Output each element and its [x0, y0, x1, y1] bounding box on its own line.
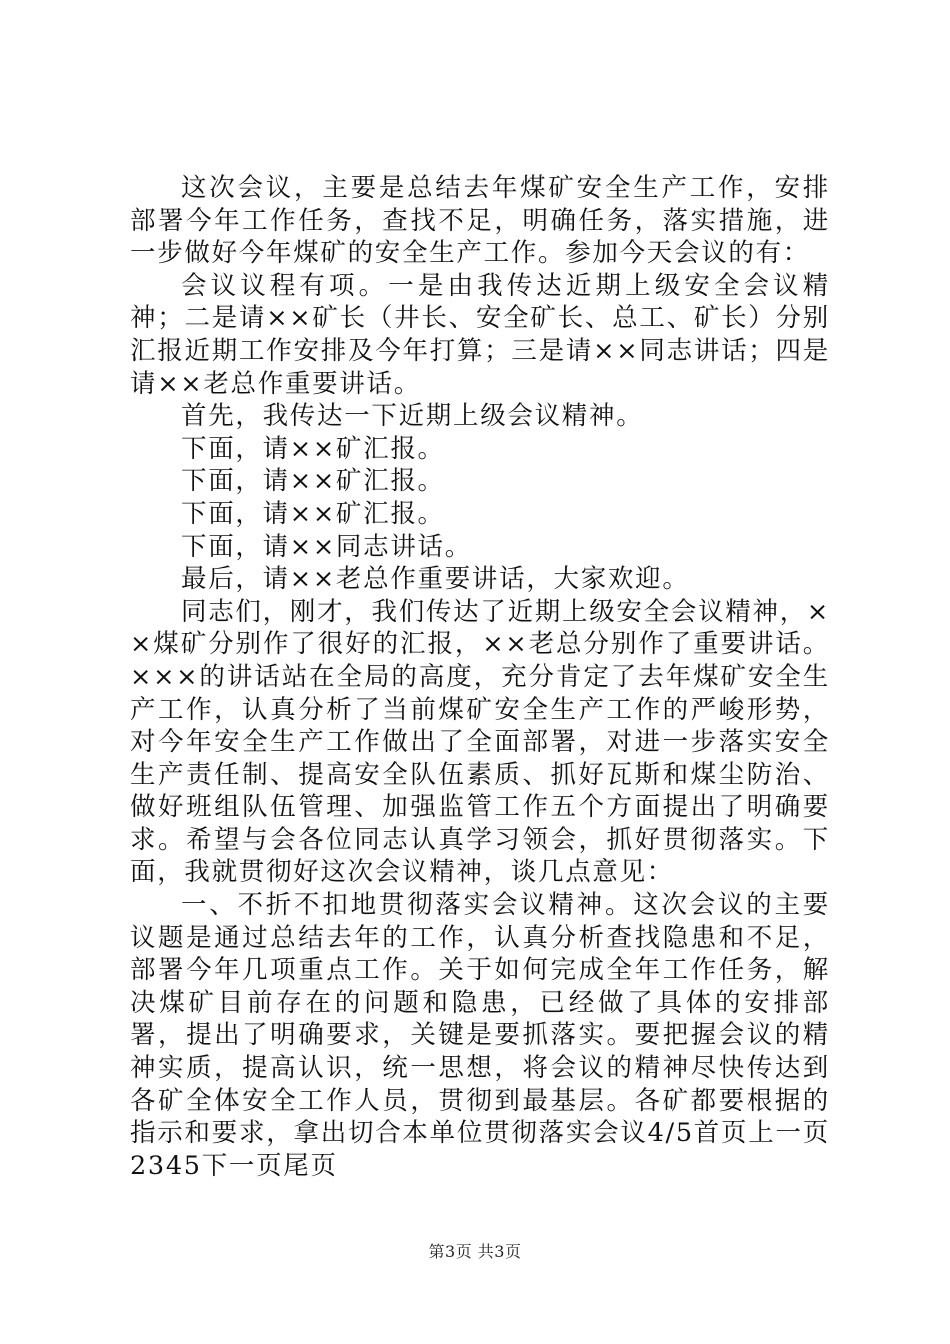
paragraph-summary: 同志们，刚才，我们传达了近期上级安全会议精神，××煤矿分别作了很好的汇报，××老总分别作了重要讲话。×××的讲话站在全局的高度，充分肯定了去年煤矿安全生产工作，认真分析了当前煤矿安全生产工作的严峻形势，对今年安全生产工作做出了全面部署，对进一步落实安全生产责任制、提高安全队伍素质、抓好瓦斯和煤尘防治、做好班组队伍管理、加强监管工作五个方面提出了明确要求。希望与会各位同志认真学习领会，抓好贯彻落实。下面，我就贯彻好这次会议精神，谈几点意见： — [130, 596, 830, 888]
paragraph-first: 首先，我传达一下近期上级会议精神。 — [181, 401, 644, 432]
paragraph-agenda: 会议议程有项。一是由我传达近期上级安全会议精神；二是请××矿长（井长、安全矿长、总工、矿长）分别汇报近期工作安排及今年打算；三是请××同志讲话；四是请××老总作重要讲话。 — [130, 270, 830, 399]
paragraph-report-1: 下面，请××矿汇报。 — [181, 433, 445, 464]
paragraph-speech: 下面，请××同志讲话。 — [181, 531, 472, 562]
document-body — [130, 172, 830, 1182]
paragraph-report-2: 下面，请××矿汇报。 — [181, 466, 445, 497]
paragraph-meeting-intro: 这次会议，主要是总结去年煤矿安全生产工作，安排部署今年工作任务，查找不足，明确任务，落实措施，进一步做好今年煤矿的安全生产工作。参加今天会议的有： — [130, 173, 830, 269]
paragraph-final-speech: 最后，请××老总作重要讲话，大家欢迎。 — [181, 564, 690, 595]
page-footer: 第3页 共3页 — [428, 1242, 522, 1261]
paragraph-report-3: 下面，请××矿汇报。 — [181, 498, 445, 529]
paragraph-point-one: 一、不折不扣地贯彻落实会议精神。这次会议的主要议题是通过总结去年的工作，认真分析查找隐患和不足，部署今年几项重点工作。关于如何完成全年工作任务，解决煤矿目前存在的问题和隐患，已经做了具体的安排部署，提出了明确要求，关键是要抓落实。要把握会议的精神实质，提高认识，统一思想，将会议的精神尽快传达到各矿全体安全工作人员，贯彻到最基层。各矿都要根据的指示和要求，拿出切合本单位贯彻落实会议4/5首页上一页2345下一页尾页 — [130, 890, 830, 1181]
